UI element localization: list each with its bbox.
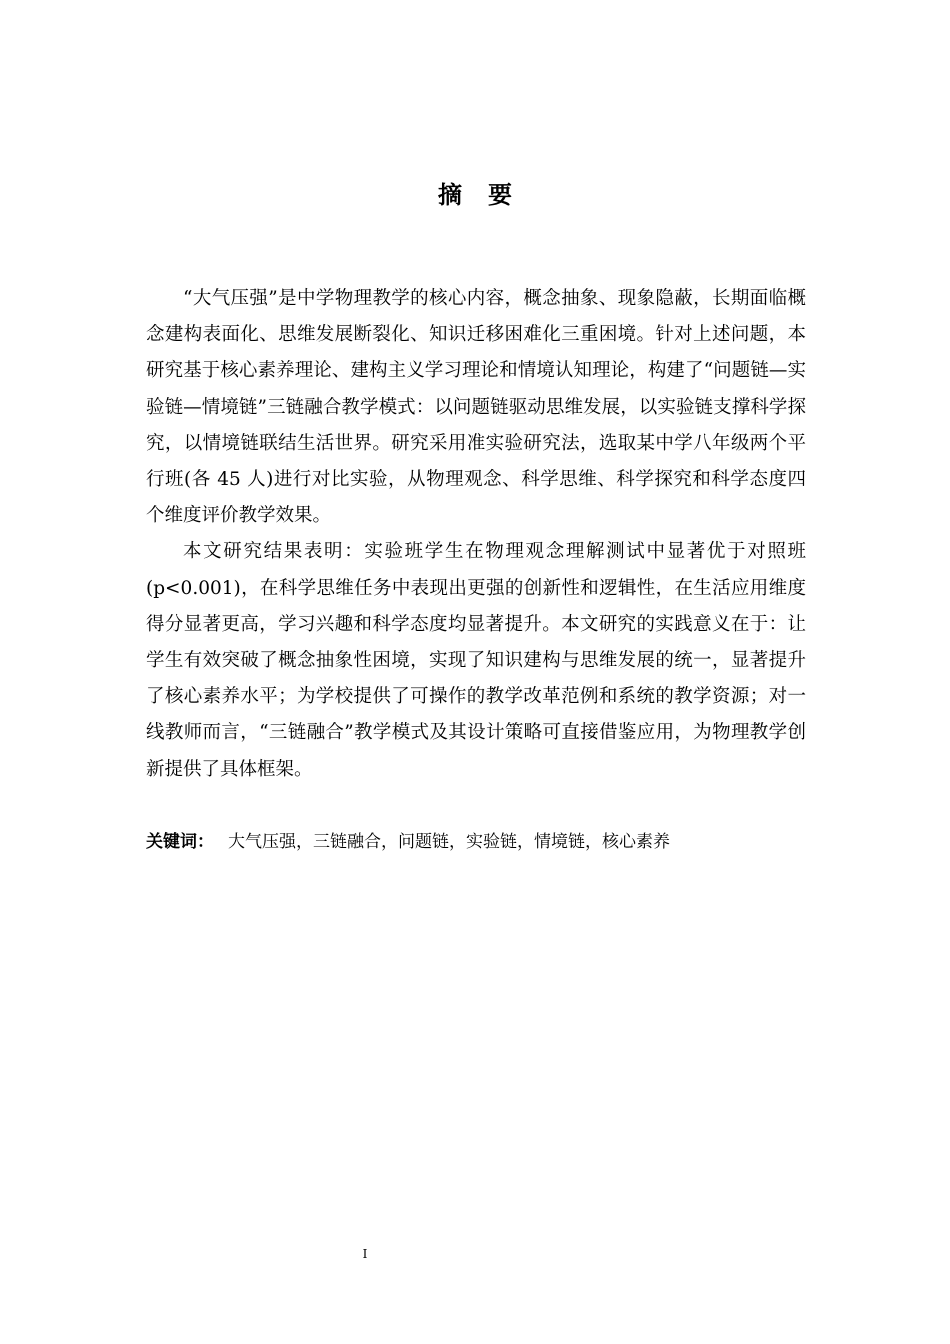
- abstract-title: 摘要: [438, 181, 538, 209]
- keywords-list: 大气压强，三链融合，问题链，实验链，情境链，核心素养: [228, 832, 670, 852]
- abstract-paragraph-2: 本文研究结果表明：实验班学生在物理观念理解测试中显著优于对照班(p<0.001)，在科学思维任务中表现出更强的创新性和逻辑性，在生活应用维度得分显著更高，学习兴趣和科学态度均显著提升。本文研究的实践意义在于：让学生有效突破了概念抽象性困境，实现了知识建构与思维发展的统一，显著提升了核心素养水平；为学校提供了可操作的教学改革范例和系统的教学资源；对一线教师而言，“三链融合”教学模式及其设计策略可直接借鉴应用，为物理教学创新提供了具体框架。: [146, 541, 806, 780]
- abstract-body: [146, 281, 806, 788]
- keywords-label: 关键词：: [146, 832, 214, 852]
- abstract-paragraph-1: “大气压强”是中学物理教学的核心内容，概念抽象、现象隐蔽，长期面临概念建构表面化、思维发展断裂化、知识迁移困难化三重困境。针对上述问题，本研究基于核心素养理论、建构主义学习理论和情境认知理论，构建了“问题链—实验链—情境链”三链融合教学模式：以问题链驱动思维发展，以实验链支撑科学探究，以情境链联结生活世界。研究采用准实验研究法，选取某中学八年级两个平行班(各 45 人)进行对比实验，从物理观念、科学思维、科学探究和科学态度四个维度评价教学效果。: [146, 288, 806, 527]
- keywords-line: [146, 826, 806, 858]
- page-number: I: [362, 1247, 368, 1261]
